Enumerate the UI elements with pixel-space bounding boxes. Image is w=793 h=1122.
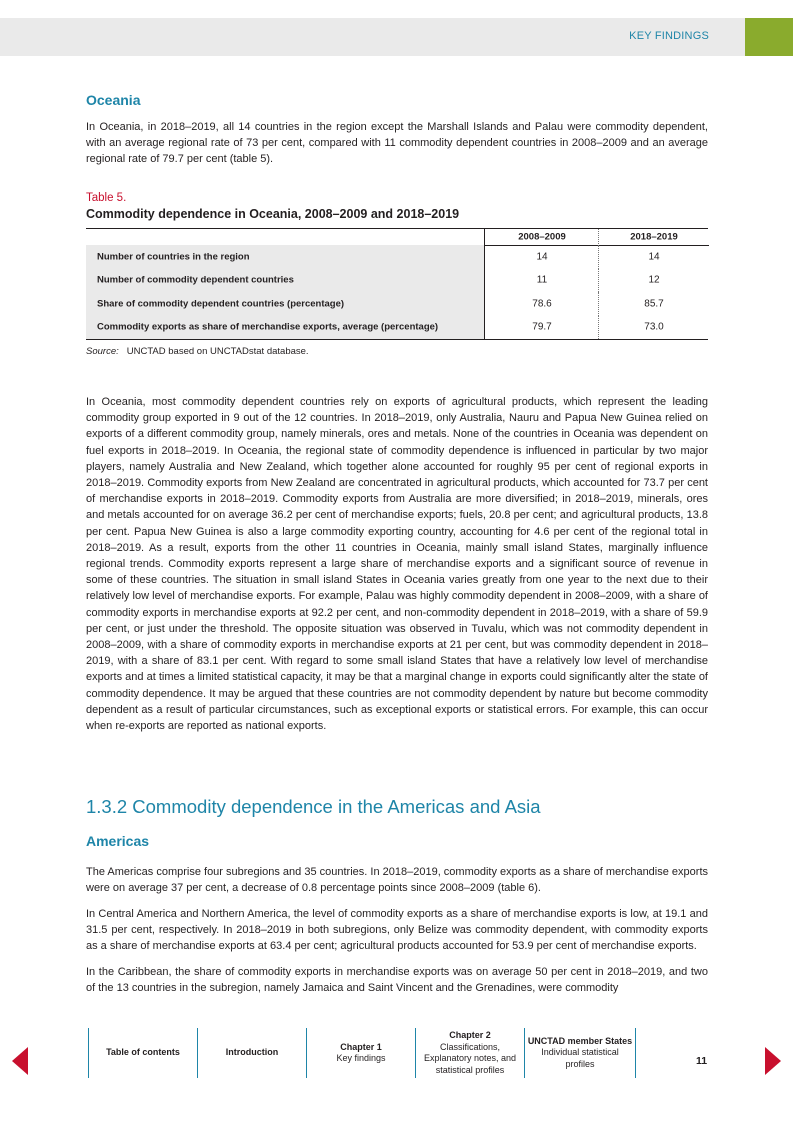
- column-header: 2018–2019: [598, 229, 709, 246]
- column-header: 2008–2009: [484, 229, 599, 246]
- header-bar: [0, 18, 745, 56]
- table-source: [86, 346, 309, 357]
- row-label: Commodity exports as share of merchandise exports, average (percentage): [97, 321, 439, 333]
- next-page-arrow-icon[interactable]: [765, 1047, 781, 1075]
- nav-chapter-2[interactable]: Chapter 2 Classifications, Explanatory notes, and statistical profiles: [415, 1028, 524, 1078]
- nav-member-states[interactable]: UNCTAD member States Individual statistical profiles: [524, 1028, 636, 1078]
- table-row: [86, 245, 708, 269]
- table-header-row: [86, 229, 708, 245]
- cell-value: 14: [648, 251, 660, 263]
- commodity-table: [86, 228, 708, 340]
- table-row: [86, 316, 708, 340]
- row-label: Number of commodity dependent countries: [97, 274, 294, 286]
- cell-value: 79.7: [532, 321, 552, 333]
- table-label: Table 5.: [86, 192, 127, 204]
- table-row: [86, 269, 708, 293]
- nav-introduction[interactable]: Introduction: [197, 1028, 306, 1078]
- source-label: Source:: [86, 346, 119, 357]
- table-row: [86, 292, 708, 316]
- header-accent-block: [745, 18, 793, 56]
- americas-paragraph-2: In Central America and Northern America, the level of commodity exports as a share of merchandise exports is low, at 19.1 and 31.5 per cent, respectively. In 2018–2019 in both subregions, only Belize was commodity dependent, with commodity exports as a share of merchandise exports at 63.4 per cent; agricultural products accounted for 53.9 per cent of merchandise exports.: [86, 908, 708, 953]
- americas-paragraph-3: In the Caribbean, the share of commodity exports in merchandise exports was on average 50 per cent in 2018–2019, and two of the 13 countries in the subregion, namely Jamaica and Saint Vincent and the Grenadines, were commodity: [86, 966, 708, 995]
- previous-page-arrow-icon[interactable]: [12, 1047, 28, 1075]
- cell-value: 14: [536, 251, 548, 263]
- cell-value: 85.7: [644, 298, 664, 310]
- row-label: Share of commodity dependent countries (percentage): [97, 298, 345, 310]
- oceania-heading: Oceania: [86, 92, 141, 108]
- footer-navigation: [86, 1028, 636, 1078]
- section-heading: 1.3.2 Commodity dependence in the Americas and Asia: [86, 796, 541, 817]
- page-number: 11: [696, 1055, 708, 1067]
- oceania-body-paragraph: In Oceania, most commodity dependent countries rely on exports of agricultural products, which represent the leading commodity group exported in 9 out of the 12 countries. In 2018–2019, only Australia, Nauru and Papua New Guinea relied on exports of a different commodity group, namely minerals, ores and metals. None of the countries in Oceania was dependent on fuel exports in 2018–2019. In Oceania, the regional state of commodity dependence is influenced in particular by two major players, namely Australia and New Zealand, which together alone accounted for roughly 95 per cent of regional exports in 2018–2019. Commodity exports from New Zealand are concentrated in agricultural products, which accounted for 73.7 per cent of merchandise exports in 2018–2019. Commodity exports from Australia are more diversified; in 2018–2019, minerals, ores and metals accounted for on average 36.2 per cent of merchandise exports; fuels, 20.8 per cent; and agricultural products, 13.8 per cent. Papua New Guinea is also a large commodity exporting country, accounting for 4.6 per cent of the regional total in 2018–2019. As a result, exports from the other 11 countries in Oceania, mainly small island States, marginally influence regional trends. Commodity exports represent a large share of merchandise exports and a significant source of revenue in some of these countries. The situation in small island States in Oceania varies greatly from one year to the next due to their relatively low level of merchandise exports. For example, Palau was highly commodity dependent in 2008–2009, with a share of commodity exports in merchandise exports at 92.2 per cent, and non-commodity dependent in 2018–2019, with a share of 59.9 per cent, or just under the threshold. The opposite situation was observed in Tuvalu, which was not commodity dependent in 2008–2009, with a share of commodity exports in merchandise exports at 21 per cent, but was commodity dependent in 2018–2019, with a share of 83.1 per cent. With regard to some small island States that have a relatively low level of merchandise exports and at times a limited statistical capacity, it may be that a marginal change in exports could significantly alter the state of commodity dependence. It may be argued that these countries are not commodity dependent by nature but become commodity dependent as a result of particular circumstances, such as exceptional exports or statistical errors. For example, this can occur when re-exports are reported as national exports.: [86, 396, 708, 733]
- cell-value: 11: [536, 274, 548, 286]
- nav-table-of-contents[interactable]: Table of contents: [88, 1028, 197, 1078]
- americas-paragraph-1: The Americas comprise four subregions and 35 countries. In 2018–2019, commodity exports as a share of merchandise exports were on average 37 per cent, a decrease of 0.8 percentage points since 2008–2009 (table 6).: [86, 866, 708, 895]
- source-text: UNCTAD based on UNCTADstat database.: [126, 346, 309, 357]
- americas-heading: Americas: [86, 833, 150, 849]
- cell-value: 12: [648, 274, 660, 286]
- cell-value: 73.0: [644, 321, 664, 333]
- section-label: KEY FINDINGS: [629, 30, 709, 42]
- oceania-intro-paragraph: In Oceania, in 2018–2019, all 14 countries in the region except the Marshall Islands and Palau were commodity dependent, with an average regional rate of 73 per cent, compared with 11 commodity dependent countries in 2008–2009 and an average regional rate of 79.7 per cent (table 5).: [86, 121, 708, 166]
- nav-chapter-1[interactable]: Chapter 1 Key findings: [306, 1028, 415, 1078]
- row-label: Number of countries in the region: [97, 251, 250, 263]
- cell-value: 78.6: [532, 298, 552, 310]
- table-title: Commodity dependence in Oceania, 2008–2009 and 2018–2019: [86, 207, 460, 221]
